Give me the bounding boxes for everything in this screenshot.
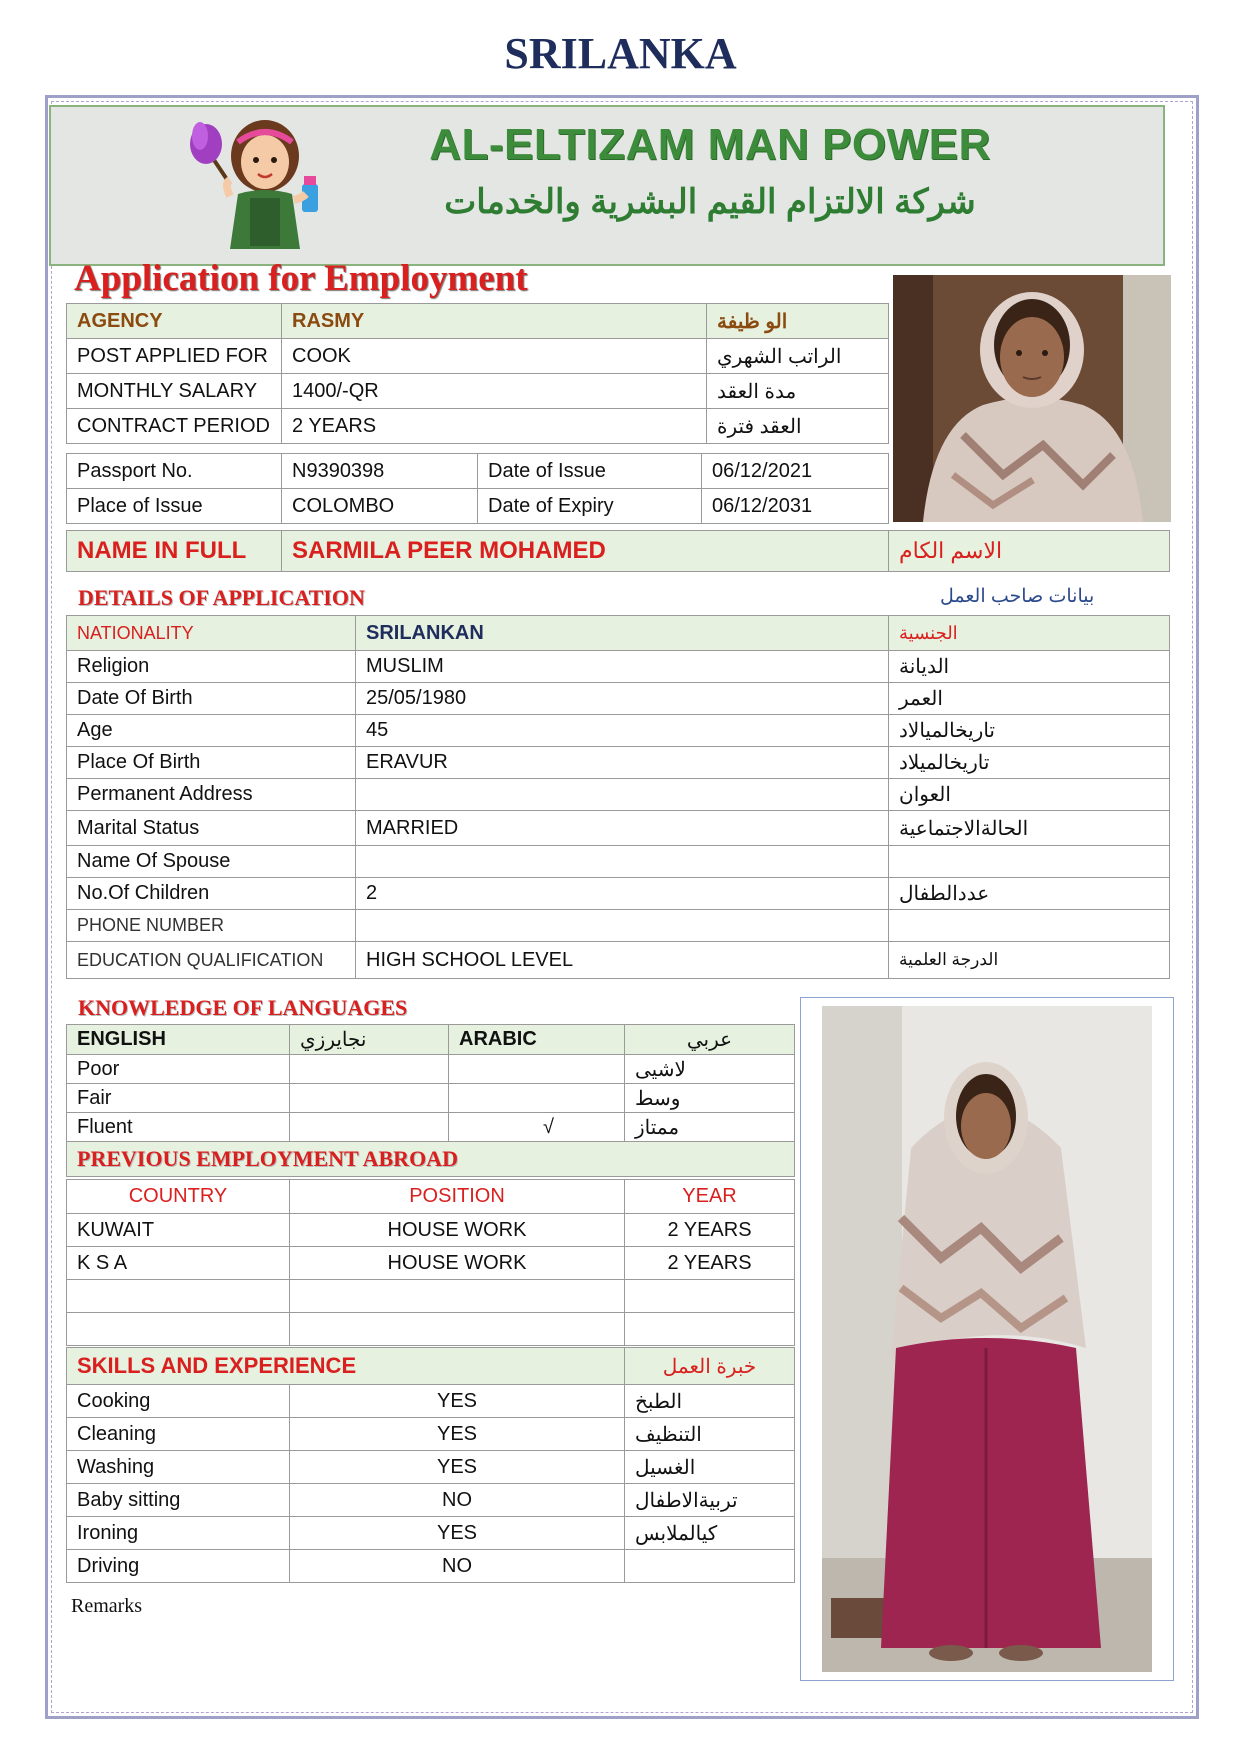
age-label-ar: تاريخالميالاد — [889, 715, 1170, 747]
employment-country: K S A — [67, 1247, 290, 1280]
table-row — [67, 1113, 795, 1142]
table-row — [67, 409, 889, 444]
expiry-date-label: Date of Expiry — [478, 489, 702, 524]
skill-name-ar: التنظيف — [625, 1418, 795, 1451]
dob-value: 25/05/1980 — [356, 683, 889, 715]
education-label: EDUCATION QUALIFICATION — [67, 942, 356, 979]
employment-country — [67, 1313, 290, 1346]
marital-label: Marital Status — [67, 811, 356, 846]
age-label: Age — [67, 715, 356, 747]
table-row — [67, 811, 1170, 846]
employment-year: 2 YEARS — [625, 1214, 795, 1247]
employment-year — [625, 1280, 795, 1313]
employment-table — [66, 1179, 795, 1346]
table-row — [67, 1484, 795, 1517]
education-label-ar: الدرجة العلمية — [889, 942, 1170, 979]
table-row — [67, 1084, 795, 1113]
skill-name: Ironing — [67, 1517, 290, 1550]
applicant-full-body-photo — [800, 997, 1174, 1681]
employment-country — [67, 1280, 290, 1313]
english-header: ENGLISH — [67, 1025, 290, 1055]
spouse-value — [356, 846, 889, 878]
contract-value: 2 YEARS — [282, 409, 707, 444]
phone-label: PHONE NUMBER — [67, 910, 356, 942]
marital-value: MARRIED — [356, 811, 889, 846]
table-row — [67, 1214, 795, 1247]
religion-value: MUSLIM — [356, 651, 889, 683]
pob-label-ar: تاريخالميلاد — [889, 747, 1170, 779]
arabic-header: ARABIC — [449, 1025, 625, 1055]
phone-label-ar — [889, 910, 1170, 942]
table-row — [67, 1348, 795, 1385]
name-table — [66, 530, 1170, 572]
place-of-issue: COLOMBO — [282, 489, 478, 524]
nationality-label: NATIONALITY — [67, 616, 356, 651]
arabic-poor — [449, 1055, 625, 1084]
arabic-fair — [449, 1084, 625, 1113]
skill-value: YES — [290, 1418, 625, 1451]
salary-label-ar: مدة العقد — [707, 374, 889, 409]
table-row — [67, 1055, 795, 1084]
passport-table — [66, 453, 889, 524]
education-value: HIGH SCHOOL LEVEL — [356, 942, 889, 979]
table-row — [67, 304, 889, 339]
agency-label: AGENCY — [67, 304, 282, 339]
religion-label: Religion — [67, 651, 356, 683]
expiry-date: 06/12/2031 — [702, 489, 889, 524]
level-fair: Fair — [67, 1084, 290, 1113]
table-row — [67, 531, 1170, 572]
skill-name-ar: الطبخ — [625, 1385, 795, 1418]
skill-name-ar: الغسيل — [625, 1451, 795, 1484]
table-row — [67, 1451, 795, 1484]
table-row — [67, 910, 1170, 942]
year-header: YEAR — [625, 1180, 795, 1214]
skill-name-ar: تربيةالاطفال — [625, 1484, 795, 1517]
english-fluent — [290, 1113, 449, 1142]
employment-section-title: PREVIOUS EMPLOYMENT ABROAD — [67, 1142, 795, 1177]
dob-label-ar: العمر — [889, 683, 1170, 715]
issue-date: 06/12/2021 — [702, 454, 889, 489]
skill-name: Cleaning — [67, 1418, 290, 1451]
languages-section-title: KNOWLEDGE OF LANGUAGES — [78, 995, 408, 1020]
skill-value: YES — [290, 1517, 625, 1550]
table-row — [67, 1418, 795, 1451]
skills-section-title: SKILLS AND EXPERIENCE — [67, 1348, 625, 1385]
position-header: POSITION — [290, 1180, 625, 1214]
table-row — [67, 1280, 795, 1313]
table-row — [67, 878, 1170, 910]
skill-name: Cooking — [67, 1385, 290, 1418]
employment-country: KUWAIT — [67, 1214, 290, 1247]
nationality-value: SRILANKAN — [356, 616, 889, 651]
skill-value: YES — [290, 1385, 625, 1418]
pob-value: ERAVUR — [356, 747, 889, 779]
full-name-value: SARMILA PEER MOHAMED — [282, 531, 889, 572]
issue-date-label: Date of Issue — [478, 454, 702, 489]
passport-number-label: Passport No. — [67, 454, 282, 489]
details-section-title: DETAILS OF APPLICATION — [78, 585, 365, 610]
pob-label: Place Of Birth — [67, 747, 356, 779]
skills-section-title-ar: خبرة العمل — [625, 1348, 795, 1385]
level-fluent-ar: ممتاز — [625, 1113, 795, 1142]
table-row — [67, 339, 889, 374]
skill-name-ar — [625, 1550, 795, 1583]
table-row — [67, 651, 1170, 683]
level-fair-ar: وسط — [625, 1084, 795, 1113]
spouse-label-ar — [889, 846, 1170, 878]
full-name-label-ar: الاسم الكام — [889, 531, 1170, 572]
religion-label-ar: الديانة — [889, 651, 1170, 683]
level-fluent: Fluent — [67, 1113, 290, 1142]
level-poor-ar: لاشيى — [625, 1055, 795, 1084]
maid-mascot-icon — [190, 114, 340, 256]
table-row — [67, 846, 1170, 878]
children-label-ar: عددالطفال — [889, 878, 1170, 910]
table-row — [67, 747, 1170, 779]
phone-value — [356, 910, 889, 942]
full-name-label: NAME IN FULL — [67, 531, 282, 572]
skill-name: Driving — [67, 1550, 290, 1583]
table-row — [67, 779, 1170, 811]
table-row — [67, 1247, 795, 1280]
skill-name: Baby sitting — [67, 1484, 290, 1517]
table-row — [67, 1313, 795, 1346]
country-header: COUNTRY — [67, 1180, 290, 1214]
employment-position: HOUSE WORK — [290, 1247, 625, 1280]
languages-table — [66, 1024, 795, 1177]
table-row — [67, 374, 889, 409]
agency-label-ar: الو ظيفة — [707, 304, 889, 339]
children-label: No.Of Children — [67, 878, 356, 910]
age-value: 45 — [356, 715, 889, 747]
employment-position — [290, 1280, 625, 1313]
post-label: POST APPLIED FOR — [67, 339, 282, 374]
nationality-label-ar: الجنسية — [889, 616, 1170, 651]
table-row — [67, 942, 1170, 979]
salary-value: 1400/-QR — [282, 374, 707, 409]
marital-label-ar: الحالةالاجتماعية — [889, 811, 1170, 846]
skills-table — [66, 1347, 795, 1583]
address-label: Permanent Address — [67, 779, 356, 811]
applicant-portrait-photo — [893, 275, 1171, 522]
place-of-issue-label: Place of Issue — [67, 489, 282, 524]
table-row — [67, 1550, 795, 1583]
table-row — [67, 1025, 795, 1055]
address-value — [356, 779, 889, 811]
skill-value: YES — [290, 1451, 625, 1484]
details-section-title-ar: بيانات صاحب العمل — [940, 586, 1095, 607]
table-row — [67, 489, 889, 524]
employment-year: 2 YEARS — [625, 1247, 795, 1280]
english-header-ar: نجايرزي — [290, 1025, 449, 1055]
skill-value: NO — [290, 1550, 625, 1583]
skill-name-ar: كيالملابس — [625, 1517, 795, 1550]
post-label-ar: الراتب الشهري — [707, 339, 889, 374]
company-name-en: AL-ELTIZAM MAN POWER — [429, 120, 991, 169]
contract-label: CONTRACT PERIOD — [67, 409, 282, 444]
dob-label: Date Of Birth — [67, 683, 356, 715]
table-row — [67, 1180, 795, 1214]
salary-label: MONTHLY SALARY — [67, 374, 282, 409]
table-row — [67, 683, 1170, 715]
table-row — [67, 1142, 795, 1177]
table-row — [67, 1517, 795, 1550]
spouse-label: Name Of Spouse — [67, 846, 356, 878]
table-row — [67, 454, 889, 489]
table-row — [67, 616, 1170, 651]
arabic-fluent-check: √ — [449, 1113, 625, 1142]
company-name-ar: شركة الالتزام القيم البشرية والخدمات — [444, 183, 976, 221]
passport-number: N9390398 — [282, 454, 478, 489]
skill-name: Washing — [67, 1451, 290, 1484]
table-row — [67, 1385, 795, 1418]
application-title: Application for Employment — [74, 258, 528, 299]
arabic-header-ar: عربي — [625, 1025, 795, 1055]
job-table — [66, 303, 889, 444]
country-title: SRILANKA — [504, 29, 737, 78]
employment-year — [625, 1313, 795, 1346]
english-poor — [290, 1055, 449, 1084]
agency-value: RASMY — [282, 304, 707, 339]
english-fair — [290, 1084, 449, 1113]
employment-position: HOUSE WORK — [290, 1214, 625, 1247]
contract-label-ar: العقد فترة — [707, 409, 889, 444]
level-poor: Poor — [67, 1055, 290, 1084]
employment-position — [290, 1313, 625, 1346]
children-value: 2 — [356, 878, 889, 910]
post-value: COOK — [282, 339, 707, 374]
details-table — [66, 615, 1170, 979]
skill-value: NO — [290, 1484, 625, 1517]
address-label-ar: العوان — [889, 779, 1170, 811]
remarks-label: Remarks — [71, 1595, 143, 1617]
table-row — [67, 715, 1170, 747]
